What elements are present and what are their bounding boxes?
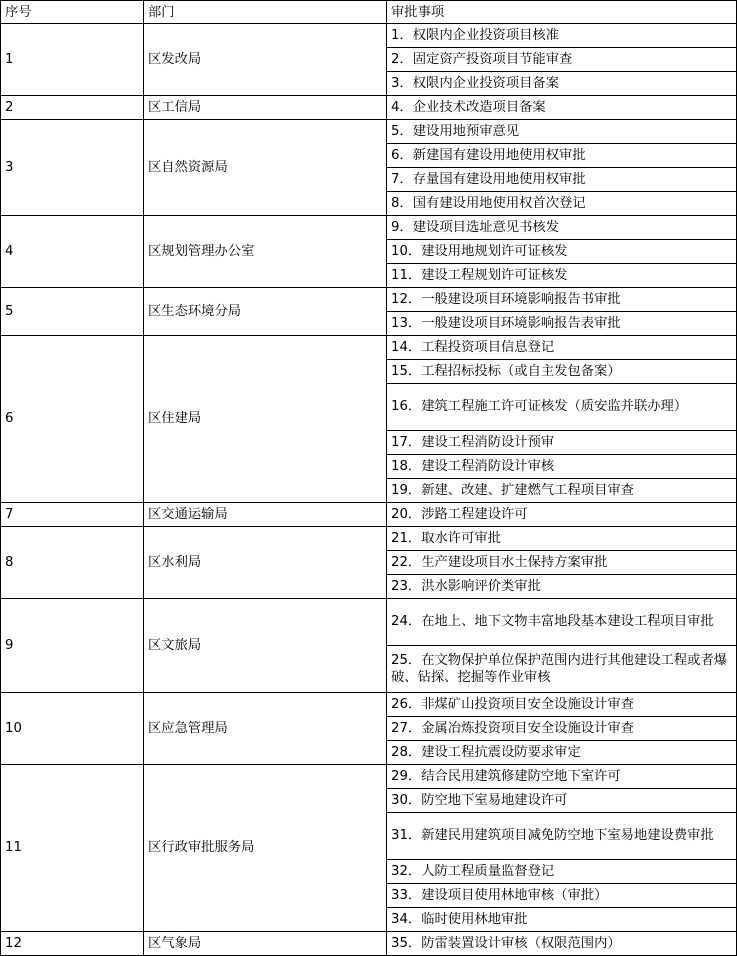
seq-cell: 5 (1, 288, 144, 336)
table-body (1, 24, 737, 956)
approval-item-cell: 33．建设项目使用林地审核（审批） (387, 884, 737, 908)
approval-item-cell: 8．国有建设用地使用权首次登记 (387, 192, 737, 216)
approval-item-cell: 29．结合民用建筑修建防空地下室许可 (387, 765, 737, 789)
approval-item-cell: 22．生产建设项目水土保持方案审批 (387, 551, 737, 575)
approval-item-cell: 16．建筑工程施工许可证核发（质安监并联办理） (387, 384, 737, 431)
seq-cell: 6 (1, 336, 144, 503)
seq-cell: 1 (1, 24, 144, 96)
header-row (1, 1, 737, 24)
approval-item-cell: 32．人防工程质量监督登记 (387, 860, 737, 884)
approval-item-cell: 23．洪水影响评价类审批 (387, 575, 737, 599)
approval-item-cell: 13．一般建设项目环境影响报告表审批 (387, 312, 737, 336)
approval-item-cell: 30．防空地下室易地建设许可 (387, 789, 737, 813)
approval-item-cell: 31．新建民用建筑项目减免防空地下室易地建设费审批 (387, 813, 737, 860)
seq-cell: 9 (1, 599, 144, 693)
seq-cell: 8 (1, 527, 144, 599)
dept-cell: 区自然资源局 (144, 120, 387, 216)
dept-cell: 区规划管理办公室 (144, 216, 387, 288)
dept-cell: 区水利局 (144, 527, 387, 599)
dept-cell: 区工信局 (144, 96, 387, 120)
table-row (1, 693, 737, 717)
dept-cell: 区生态环境分局 (144, 288, 387, 336)
seq-cell: 10 (1, 693, 144, 765)
table-row (1, 96, 737, 120)
approval-item-cell: 11．建设工程规划许可证核发 (387, 264, 737, 288)
approval-item-cell: 19．新建、改建、扩建燃气工程项目审查 (387, 479, 737, 503)
table-row (1, 288, 737, 312)
seq-cell: 3 (1, 120, 144, 216)
table-row (1, 336, 737, 360)
dept-cell: 区气象局 (144, 932, 387, 956)
table-row (1, 527, 737, 551)
approval-item-cell: 25．在文物保护单位保护范围内进行其他建设工程或者爆破、钻探、挖掘等作业审核 (387, 646, 737, 693)
table-row (1, 216, 737, 240)
approval-item-cell: 21．取水许可审批 (387, 527, 737, 551)
header-dept: 部门 (144, 1, 387, 24)
dept-cell: 区发改局 (144, 24, 387, 96)
header-items: 审批事项 (387, 1, 737, 24)
seq-cell: 4 (1, 216, 144, 288)
approval-item-cell: 24．在地上、地下文物丰富地段基本建设工程项目审批 (387, 599, 737, 646)
header-seq: 序号 (1, 1, 144, 24)
dept-cell: 区应急管理局 (144, 693, 387, 765)
approval-item-cell: 35．防雷装置设计审核（权限范围内） (387, 932, 737, 956)
seq-cell: 2 (1, 96, 144, 120)
approval-item-cell: 3．权限内企业投资项目备案 (387, 72, 737, 96)
approval-item-cell: 26．非煤矿山投资项目安全设施设计审查 (387, 693, 737, 717)
table-row (1, 932, 737, 956)
approval-item-cell: 12．一般建设项目环境影响报告书审批 (387, 288, 737, 312)
seq-cell: 7 (1, 503, 144, 527)
approval-item-cell: 34．临时使用林地审批 (387, 908, 737, 932)
approval-item-cell: 2．固定资产投资项目节能审查 (387, 48, 737, 72)
approval-item-cell: 1．权限内企业投资项目核准 (387, 24, 737, 48)
table-row (1, 120, 737, 144)
approval-item-cell: 20．涉路工程建设许可 (387, 503, 737, 527)
approval-item-cell: 9．建设项目选址意见书核发 (387, 216, 737, 240)
table-row (1, 24, 737, 48)
approval-item-cell: 14．工程投资项目信息登记 (387, 336, 737, 360)
dept-cell: 区住建局 (144, 336, 387, 503)
approval-item-cell: 27．金属冶炼投资项目安全设施设计审查 (387, 717, 737, 741)
approval-item-cell: 10．建设用地规划许可证核发 (387, 240, 737, 264)
approval-item-cell: 6．新建国有建设用地使用权审批 (387, 144, 737, 168)
approval-item-cell: 4．企业技术改造项目备案 (387, 96, 737, 120)
approval-item-cell: 15．工程招标投标（或自主发包备案） (387, 360, 737, 384)
seq-cell: 11 (1, 765, 144, 932)
approval-item-cell: 17．建设工程消防设计预审 (387, 431, 737, 455)
dept-cell: 区文旅局 (144, 599, 387, 693)
table-row (1, 765, 737, 789)
approval-item-cell: 7．存量国有建设用地使用权审批 (387, 168, 737, 192)
table-row (1, 599, 737, 646)
dept-cell: 区交通运输局 (144, 503, 387, 527)
approval-item-cell: 18．建设工程消防设计审核 (387, 455, 737, 479)
approval-item-cell: 5．建设用地预审意见 (387, 120, 737, 144)
dept-cell: 区行政审批服务局 (144, 765, 387, 932)
approval-item-cell: 28．建设工程抗震设防要求审定 (387, 741, 737, 765)
seq-cell: 12 (1, 932, 144, 956)
table-row (1, 503, 737, 527)
